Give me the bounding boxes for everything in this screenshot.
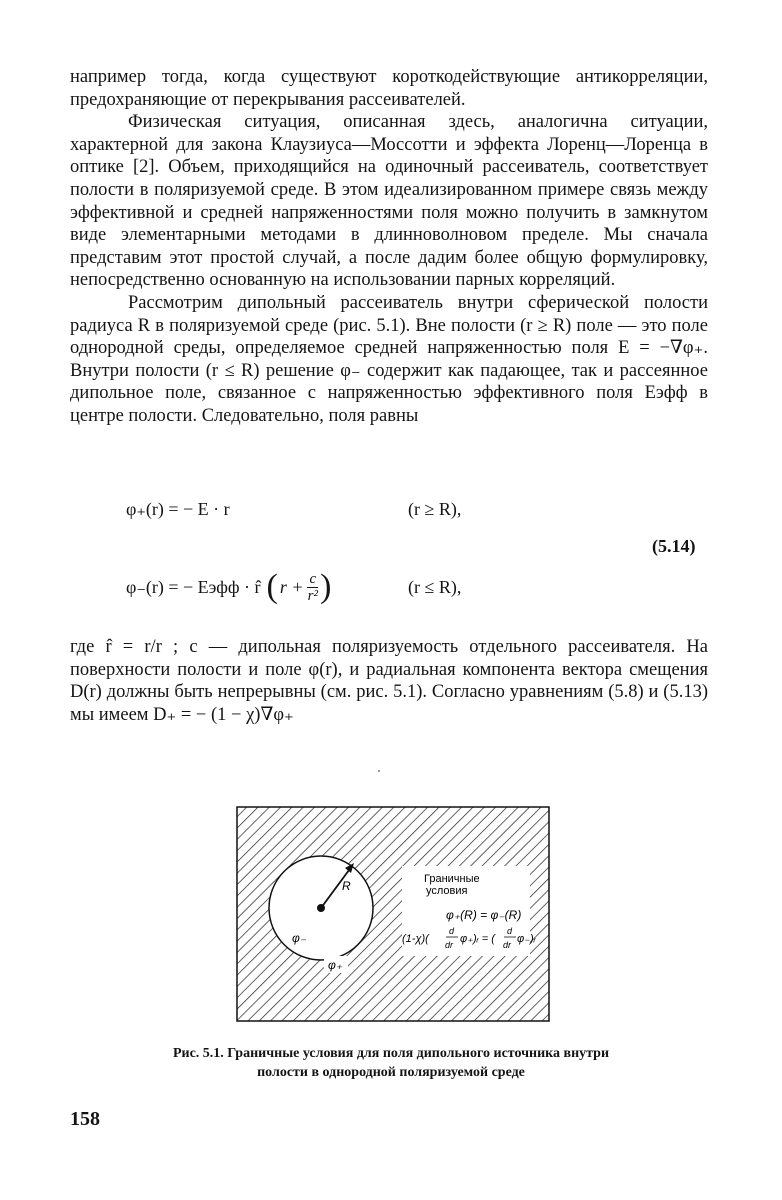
page-number: 158 [70, 1108, 100, 1130]
equation-2-condition: (r ≤ R), [408, 577, 462, 597]
bc-eq2-dr-1: dr [445, 940, 454, 950]
equation-2-r: r + [279, 577, 304, 597]
figure-caption [100, 1044, 682, 1082]
paragraph-3: Рассмотрим дипольный рассеиватель внутри сферической полости радиуса R в поляризуемой среде (рис. 5.1). Вне полости (r ≥ R) поле — это поле однородной среды, определяемое средней напряженностью поля E = −∇φ₊. Внутри полости (r ≤ R) решение φ₋ содержит как падающее, так и рассеянное дипольное поле, связанное с напряженностью эффективного поля Eэфф в центре полости. Следовательно, поля равны [70, 292, 708, 426]
bc-eq2-d-2: d [507, 926, 513, 936]
bc-title-line-2: условия [426, 885, 468, 897]
figure-5-1 [236, 806, 550, 1022]
bc-eq2-middle: φ₊)ᵣ = ( [460, 933, 495, 945]
bc-eq2-d-1: d [449, 926, 455, 936]
paragraph-4: где r̂ = r/r ; c — дипольная поляризуемость отдельного рассеивателя. На поверхности полости и поле φ(r), и радиальная компонента вектора смещения D(r) должны быть непрерывны (см. рис. 5.1). Согласно уравнениям (5.8) и (5.13) мы имеем D₊ = − (1 − χ)∇φ₊ [70, 637, 708, 725]
text-block-bottom [70, 636, 708, 726]
bc-title-line-1: Граничные [424, 873, 480, 885]
equation-2-lhs: φ₋(r) = − Eэфф · r̂ [126, 577, 261, 597]
equation-1-lhs: φ₊(r) = − E · r [126, 499, 230, 519]
equation-2-fraction [307, 571, 318, 604]
label-phi-minus: φ₋ [292, 931, 307, 945]
figure-diagram [236, 806, 550, 1022]
bc-eq2-dr-2: dr [503, 940, 512, 950]
equation-2-open-paren: ( [266, 568, 278, 605]
paragraph-1: например тогда, когда существуют короткодействующие антикорреляции, предохраняющие от перекрывания рассеивателей. [70, 67, 708, 110]
paragraph-2: Физическая ситуация, описанная здесь, аналогична ситуации, характерной для закона Клаузиуса—Моссотти и эффекта Лоренц—Лоренца в оптике [2]. Объем, приходящийся на одиночный рассеиватель, соответствует полости в поляризуемой среде. В этом идеализированном примере связь между эффективной и средней напряженностями поля можно получить в замкнутом виде элементарными методами в длинноволновом пределе. Мы сначала представим этот простой случай, а после дадим более общую формулировку, непосредственно основанную на использовании парных корреляций. [70, 112, 708, 291]
equation-1 [126, 498, 230, 520]
bc-eq2-prefix: (1-χ)( [402, 933, 429, 945]
equation-2 [126, 566, 331, 608]
label-R: R [342, 879, 351, 893]
label-phi-plus: φ₊ [328, 958, 343, 972]
equation-2-close-paren: ) [320, 568, 332, 605]
equation-2-denominator: r² [307, 587, 318, 604]
print-speck [378, 770, 380, 772]
equation-1-condition: (r ≥ R), [408, 499, 462, 519]
equation-2-numerator: c [309, 570, 317, 587]
equation-number: (5.14) [652, 536, 696, 556]
bc-eq2-end: φ₋)ᵣ [517, 933, 536, 945]
caption-line-1: Рис. 5.1. Граничные условия для поля дипольного источника внутри [172, 1046, 610, 1061]
caption-line-2: полости в однородной поляризуемой среде [257, 1065, 525, 1080]
bc-equation-1: φ₊(R) = φ₋(R) [446, 908, 522, 922]
text-block-top [70, 66, 708, 428]
